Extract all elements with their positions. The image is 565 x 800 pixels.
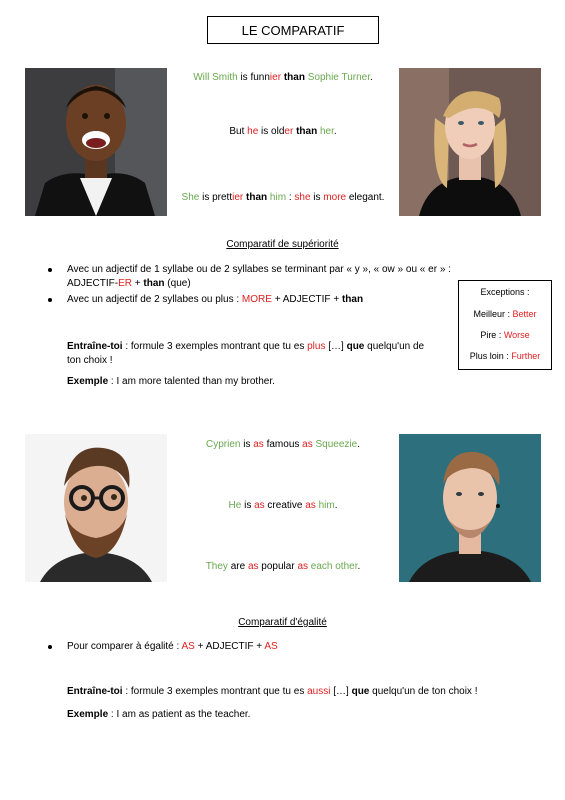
superiority-sentence-1: Will Smith is funnier than Sophie Turner.: [193, 72, 373, 83]
equality-practice: Entraîne-toi : formule 3 exemples montrant que tu es aussi […] que quelqu'un de ton choix !: [67, 686, 478, 697]
equality-sentence-2: He is as creative as him.: [228, 500, 338, 511]
bullet-dot: [48, 268, 52, 272]
equality-sentence-3: They are as popular as each other.: [205, 561, 361, 572]
superiority-section-title: Comparatif de supériorité: [226, 239, 339, 250]
exception-item: Pire : Worse: [480, 330, 530, 340]
cyprien-photo: [25, 434, 167, 582]
will-smith-photo: [25, 68, 167, 216]
superiority-practice: Entraîne-toi : formule 3 exemples montrant que tu es plus […] que quelqu'un de ton choix !: [67, 341, 425, 366]
exception-item: Plus loin : Further: [469, 351, 541, 361]
page-title: LE COMPARATIF: [207, 16, 379, 44]
exceptions-box: [458, 280, 552, 370]
sophie-turner-photo: [399, 68, 541, 216]
squeezie-photo: [399, 434, 541, 582]
bullet-dot: [48, 645, 52, 649]
bullet-dot: [48, 298, 52, 302]
superiority-sentence-3: She is prettier than him : she is more elegant.: [181, 192, 385, 203]
exception-item: Meilleur : Better: [473, 309, 537, 319]
equality-section-title: Comparatif d'égalité: [238, 617, 327, 628]
equality-example: Exemple : I am as patient as the teacher.: [67, 709, 251, 720]
exceptions-title: Exceptions :: [480, 287, 530, 297]
superiority-example: Exemple : I am more talented than my brother.: [67, 376, 275, 387]
equality-sentence-1: Cyprien is as famous as Squeezie.: [206, 439, 360, 450]
superiority-sentence-2: But he is older than her.: [229, 126, 337, 137]
